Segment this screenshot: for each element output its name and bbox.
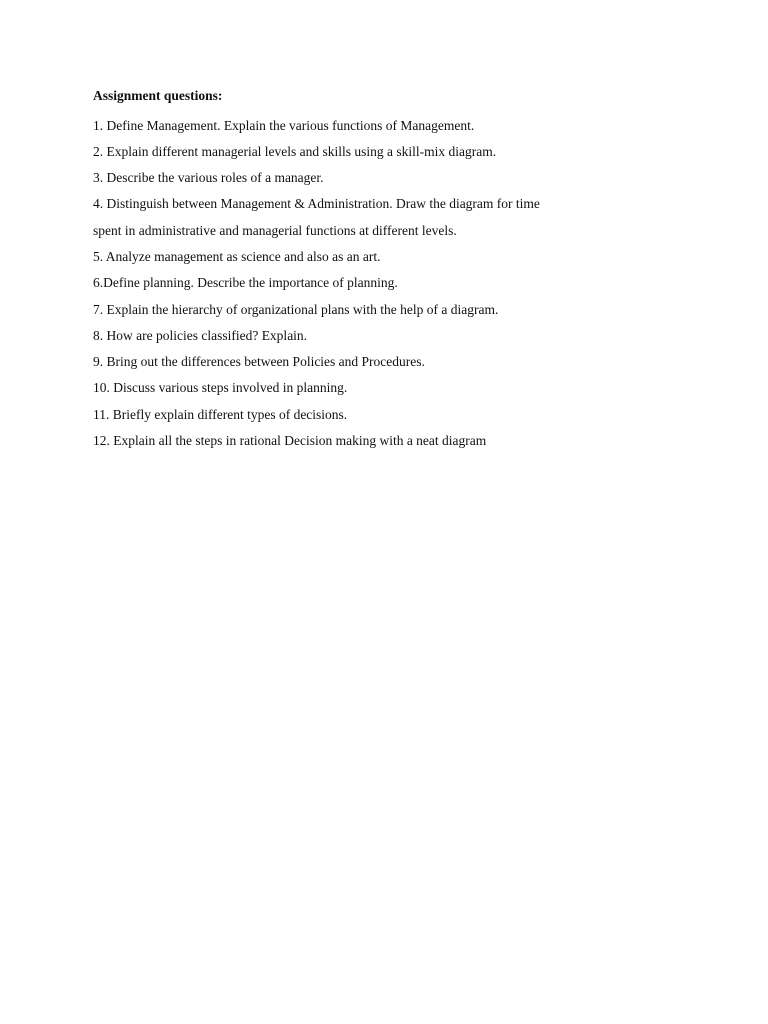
question-11: 11. Briefly explain different types of decisions.: [93, 406, 348, 422]
question-2: 2. Explain different managerial levels and skills using a skill-mix diagram.: [93, 143, 497, 159]
question-9: 9. Bring out the differences between Policies and Procedures.: [93, 354, 425, 370]
question-10: 10. Discuss various steps involved in planning.: [93, 380, 348, 396]
assignment-heading: Assignment questions:: [93, 88, 223, 103]
question-3: 3. Describe the various roles of a manager.: [93, 170, 324, 186]
question-list: [93, 113, 713, 455]
question-1: 1. Define Management. Explain the various functions of Management.: [93, 117, 475, 133]
question-4: 4. Distinguish between Management & Administration. Draw the diagram for time spent in administrative and managerial functions at different levels.: [93, 196, 540, 238]
question-7: 7. Explain the hierarchy of organizational plans with the help of a diagram.: [93, 301, 499, 317]
question-5: 5. Analyze management as science and also as an art.: [93, 248, 381, 264]
document-content: [93, 86, 713, 454]
question-6: 6.Define planning. Describe the importance of planning.: [93, 275, 398, 291]
question-8: 8. How are policies classified? Explain.: [93, 327, 308, 343]
question-12: 12. Explain all the steps in rational Decision making with a neat diagram: [93, 433, 487, 449]
